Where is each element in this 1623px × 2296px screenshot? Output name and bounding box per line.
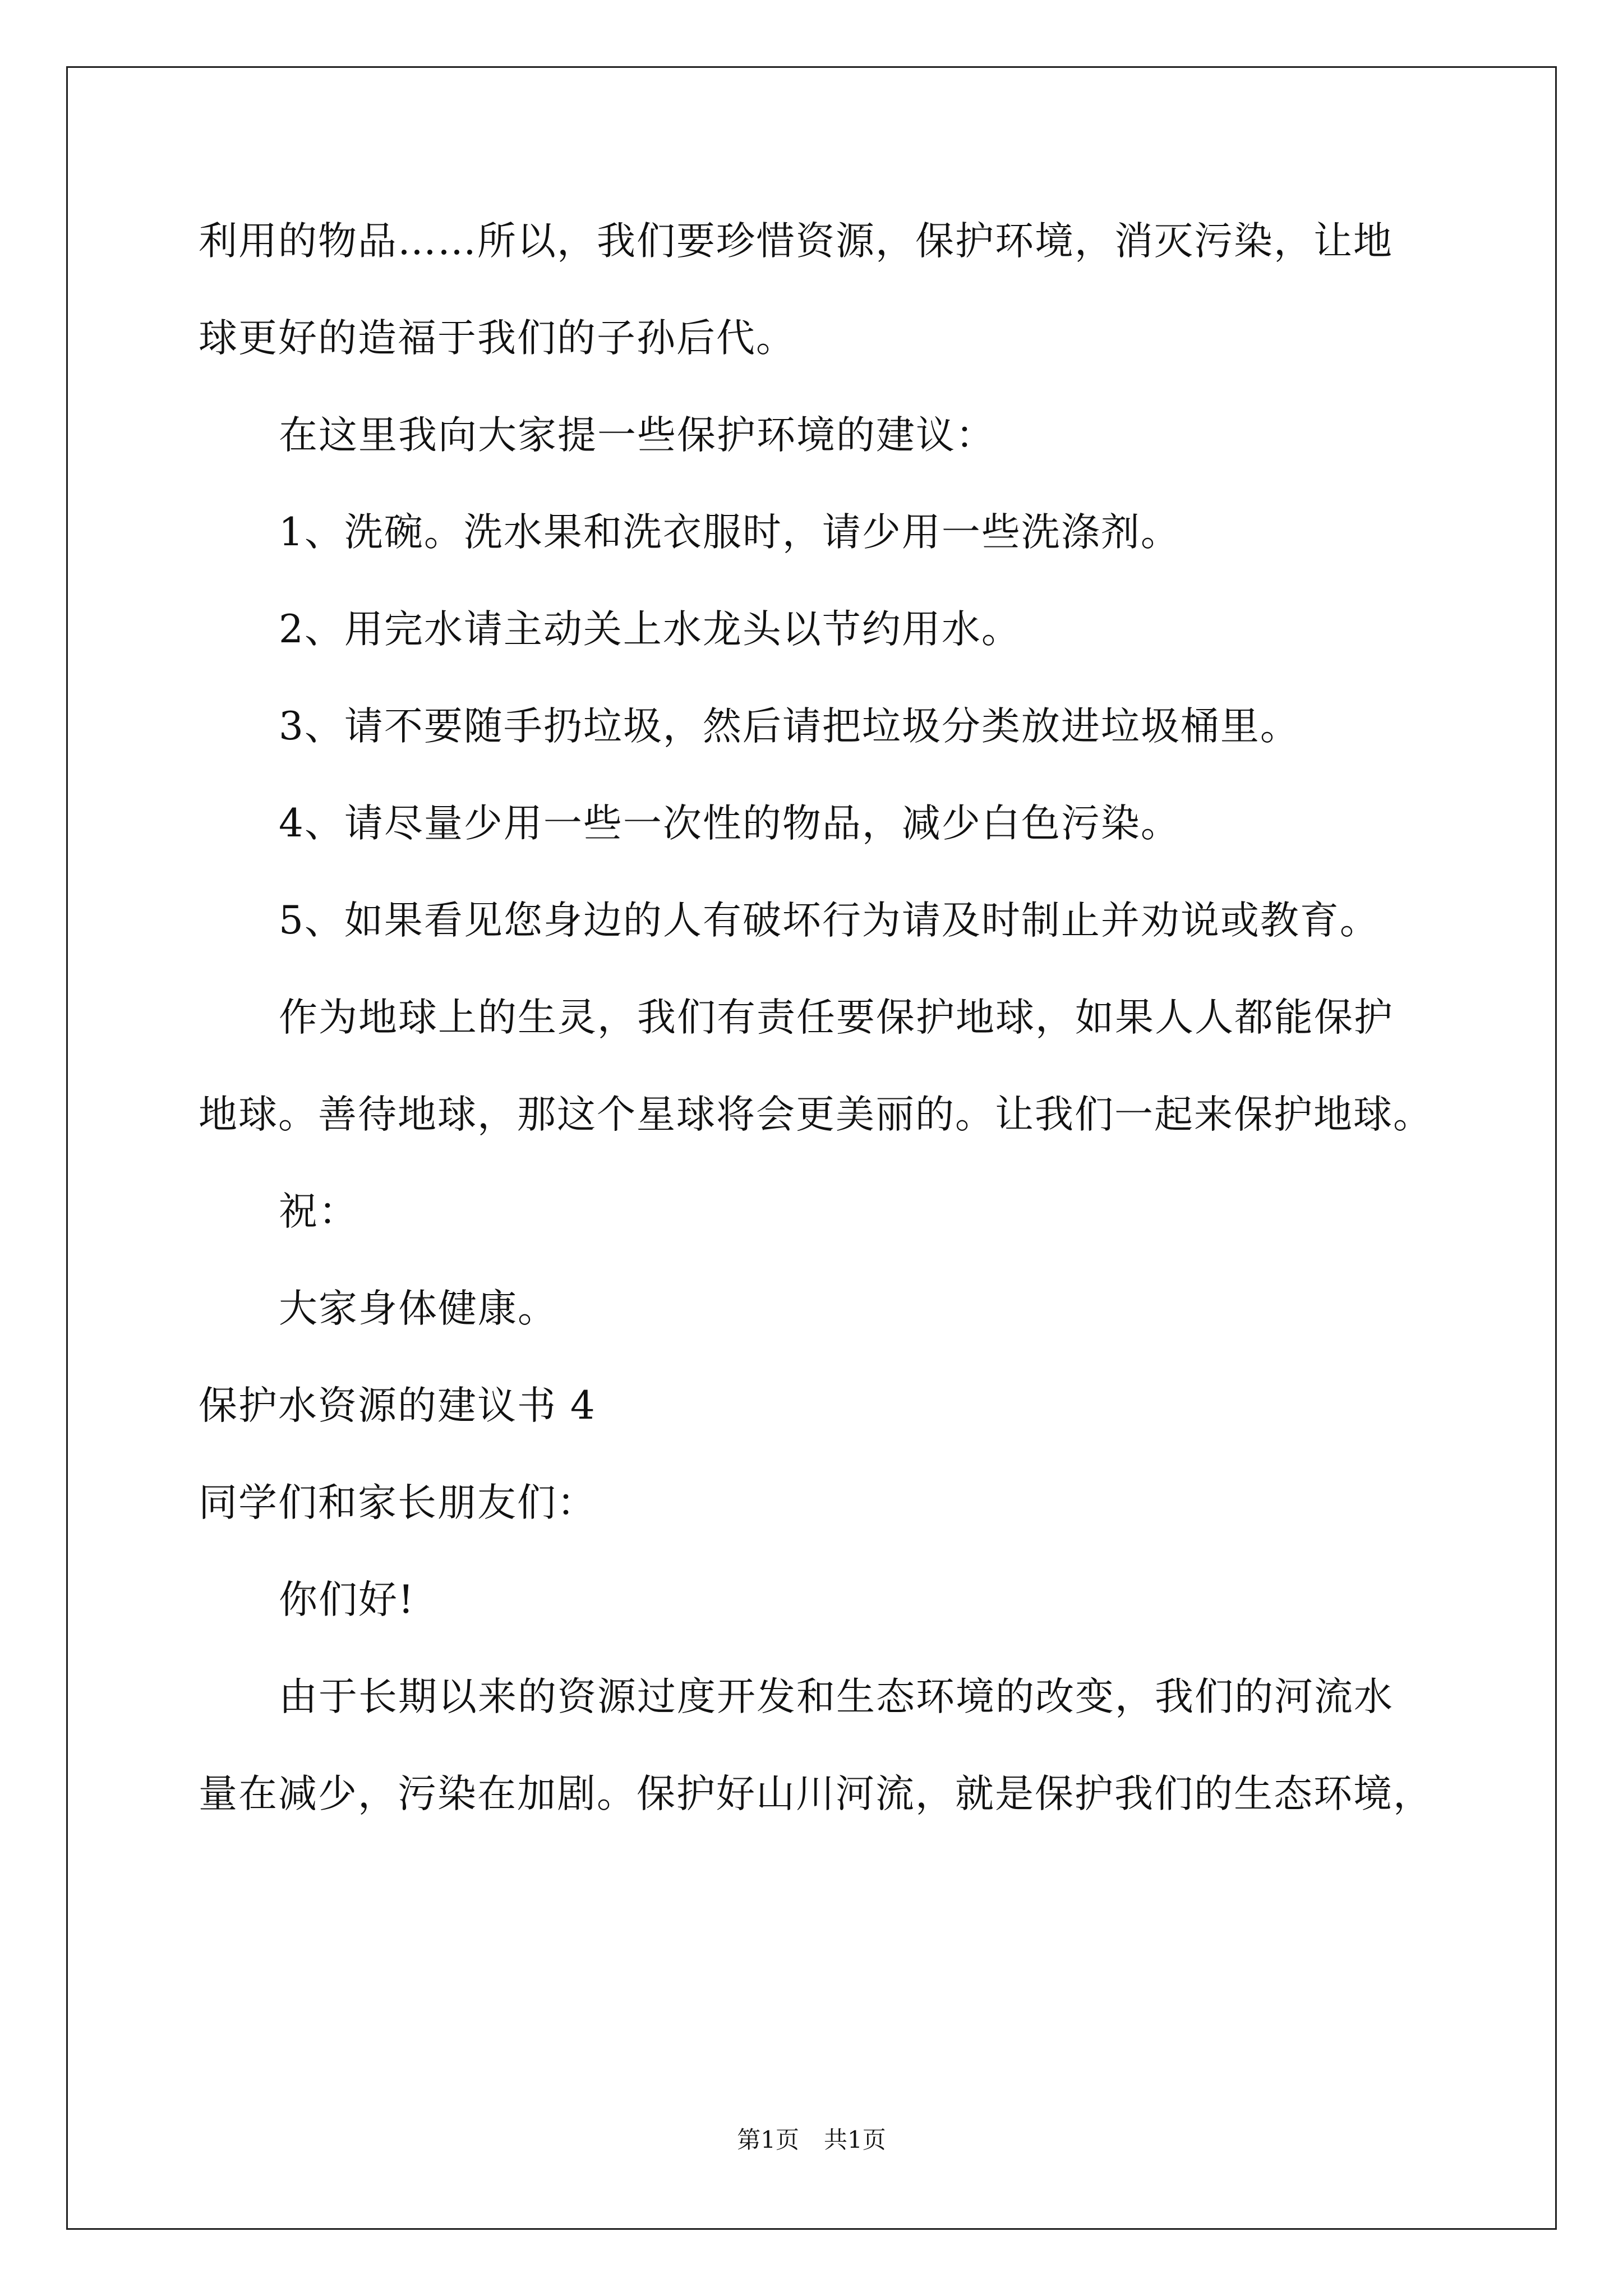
list-item: 5、如果看见您身边的人有破坏行为请及时制止并劝说或教育。 [279,898,1380,943]
page-frame [66,66,1557,2230]
page-number: 第1页 [737,2126,799,2154]
paragraph-line: 作为地球上的生灵，我们有责任要保护地球，如果人人都能保护 [279,995,1394,1040]
letter-greeting: 同学们和家长朋友们： [199,1480,597,1525]
list-item: 2、用完水请主动关上水龙头以节约用水。 [279,607,1021,652]
page-footer [0,2126,1623,2154]
list-item: 4、请尽量少用一些一次性的物品，减少白色污染。 [279,801,1181,846]
letter-hello: 你们好! [279,1577,415,1622]
list-item: 3、请不要随手扔垃圾，然后请把垃圾分类放进垃圾桶里。 [279,704,1300,749]
paragraph-line: 球更好的造福于我们的子孙后代。 [199,316,796,361]
page-total: 共1页 [824,2126,886,2154]
paragraph-line: 由于长期以来的资源过度开发和生态环境的改变，我们的河流水 [279,1674,1394,1719]
closing-salutation: 祝： [279,1189,358,1234]
list-item: 1、洗碗。洗水果和洗衣服时，请少用一些洗涤剂。 [279,510,1181,555]
paragraph-line: 在这里我向大家提一些保护环境的建议： [279,413,995,458]
section-title: 保护水资源的建议书 4 [199,1383,596,1428]
closing-wish: 大家身体健康。 [279,1286,557,1331]
paragraph-line: 量在减少，污染在加剧。保护好山川河流，就是保护我们的生态环境， [199,1772,1433,1816]
paragraph-line: 地球。善待地球，那这个星球将会更美丽的。让我们一起来保护地球。 [199,1092,1433,1137]
paragraph-line: 利用的物品……所以，我们要珍惜资源，保护环境，消灭污染，让地 [199,219,1393,264]
